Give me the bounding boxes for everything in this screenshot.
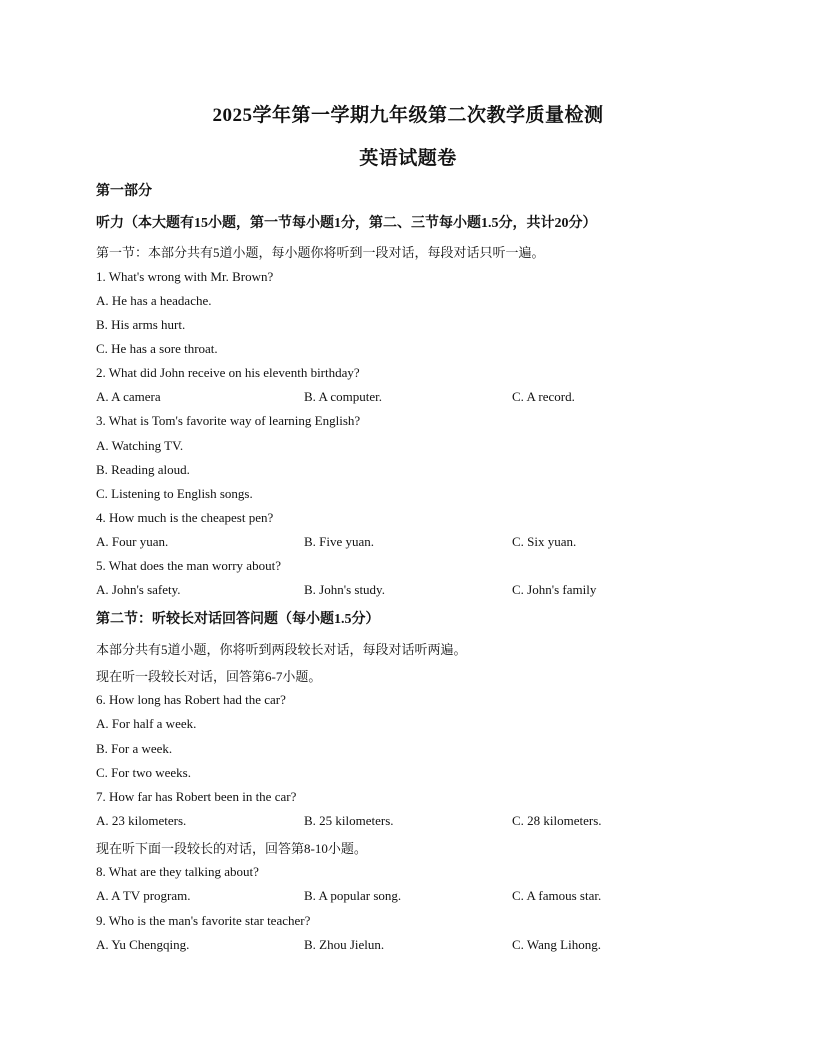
option-7a: A. 23 kilometers. <box>96 813 187 828</box>
dialog1-intro: 现在听一段较长对话，回答第6-7小题。 <box>96 669 322 684</box>
option-1c: C. He has a sore throat. <box>96 341 218 356</box>
option-3c: C. Listening to English songs. <box>96 486 253 501</box>
option-2a: A. A camera <box>96 389 161 404</box>
option-1b: B. His arms hurt. <box>96 317 186 332</box>
option-9b: B. Zhou Jielun. <box>304 937 385 952</box>
question-7: 7. How far has Robert been in the car? <box>96 789 297 804</box>
option-5b: B. John's study. <box>304 582 385 597</box>
option-3a: A. Watching TV. <box>96 438 184 453</box>
option-5a: A. John's safety. <box>96 582 181 597</box>
question-4: 4. How much is the cheapest pen? <box>96 510 274 525</box>
option-2b: B. A computer. <box>304 389 382 404</box>
option-1a: A. He has a headache. <box>96 293 212 308</box>
option-4b: B. Five yuan. <box>304 534 375 549</box>
question-5: 5. What does the man worry about? <box>96 558 281 573</box>
option-8c: C. A famous star. <box>512 888 602 903</box>
option-2c: C. A record. <box>512 389 575 404</box>
section2-intro: 本部分共有5道小题，你将听到两段较长对话，每段对话听两遍。 <box>96 642 467 657</box>
exam-subtitle: 英语试题卷 <box>359 148 457 169</box>
section2-heading: 第二节：听较长对话回答问题（每小题1.5分） <box>96 612 380 627</box>
option-4c: C. Six yuan. <box>512 534 577 549</box>
question-8: 8. What are they talking about? <box>96 864 259 879</box>
option-4a: A. Four yuan. <box>96 534 169 549</box>
question-9: 9. Who is the man's favorite star teacher? <box>96 913 311 928</box>
question-6: 6. How long has Robert had the car? <box>96 692 286 707</box>
option-6c: C. For two weeks. <box>96 765 191 780</box>
option-9c: C. Wang Lihong. <box>512 937 601 952</box>
dialog2-intro: 现在听下面一段较长的对话，回答第8-10小题。 <box>96 841 367 856</box>
option-8b: B. A popular song. <box>304 888 402 903</box>
exam-title: 2025学年第一学期九年级第二次教学质量检测 <box>212 105 604 126</box>
question-3: 3. What is Tom's favorite way of learning English? <box>96 413 361 428</box>
question-1: 1. What's wrong with Mr. Brown? <box>96 269 274 284</box>
option-5c: C. John's family <box>512 582 597 597</box>
part-heading: 第一部分 <box>96 184 152 199</box>
option-8a: A. A TV program. <box>96 888 191 903</box>
listening-heading: 听力（本大题有15小题，第一节每小题1分，第二、三节每小题1.5分，共计20分） <box>96 216 597 231</box>
option-9a: A. Yu Chengqing. <box>96 937 190 952</box>
option-6b: B. For a week. <box>96 741 173 756</box>
option-3b: B. Reading aloud. <box>96 462 190 477</box>
option-7c: C. 28 kilometers. <box>512 813 602 828</box>
question-2: 2. What did John receive on his eleventh birthday? <box>96 365 360 380</box>
option-6a: A. For half a week. <box>96 716 197 731</box>
option-7b: B. 25 kilometers. <box>304 813 394 828</box>
section1-intro: 第一节：本部分共有5道小题，每小题你将听到一段对话，每段对话只听一遍。 <box>96 245 545 260</box>
